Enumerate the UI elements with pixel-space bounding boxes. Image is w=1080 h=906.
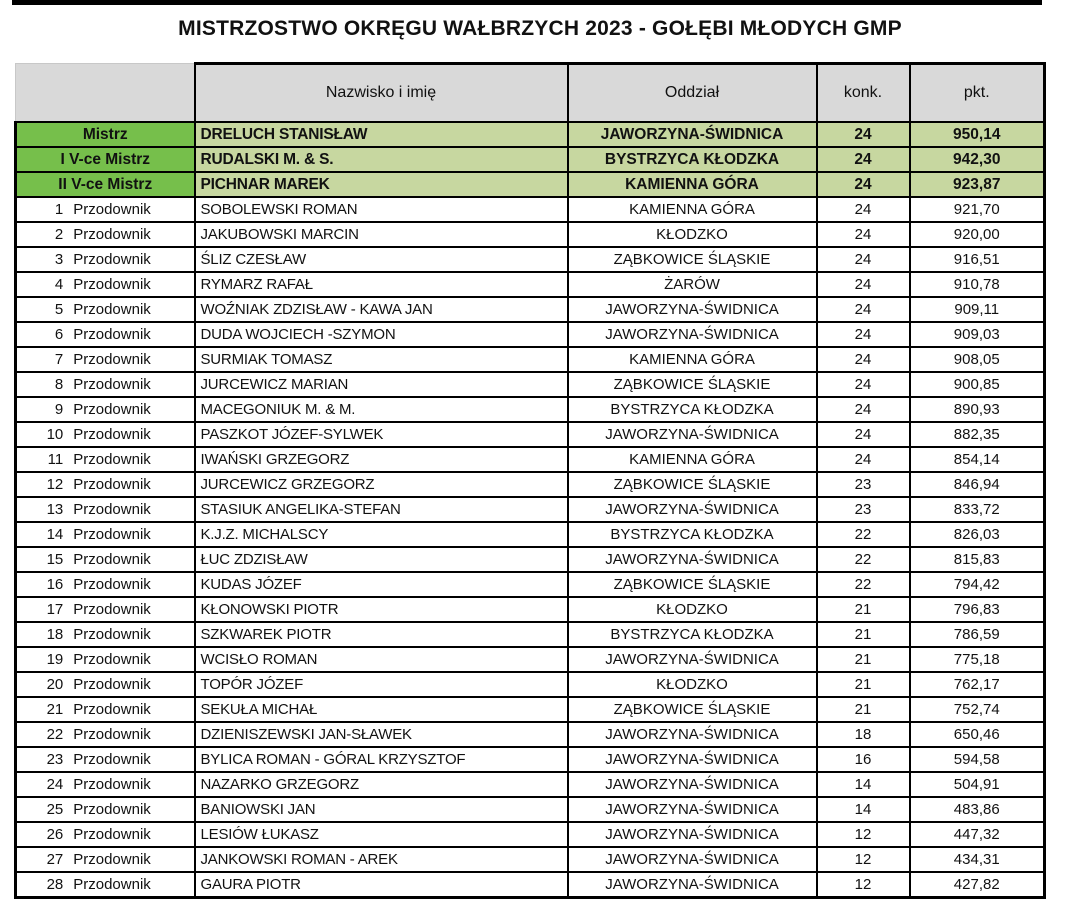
rank-cell	[16, 447, 195, 472]
results-body	[16, 122, 1045, 898]
header-comps-cell: konk.	[817, 64, 910, 123]
rank-cell	[16, 397, 195, 422]
points-cell: 594,58	[910, 747, 1045, 772]
table-row	[16, 597, 1045, 622]
position-number: 26	[46, 826, 64, 843]
points-cell: 752,74	[910, 697, 1045, 722]
table-row	[16, 722, 1045, 747]
rank-inner	[31, 798, 179, 821]
name-cell: ŚLIZ CZESŁAW	[195, 247, 568, 272]
comps-cell: 24	[817, 422, 910, 447]
table-row	[16, 672, 1045, 697]
points-cell: 846,94	[910, 472, 1045, 497]
rank-cell	[16, 747, 195, 772]
position-number: 16	[46, 576, 64, 593]
header-rank-cell	[16, 64, 195, 123]
rank-title: Przodownik	[73, 326, 151, 343]
name-cell: ŁUC ZDZISŁAW	[195, 547, 568, 572]
comps-cell: 21	[817, 622, 910, 647]
rank-cell	[16, 297, 195, 322]
comps-cell: 14	[817, 797, 910, 822]
branch-cell: ZĄBKOWICE ŚLĄSKIE	[568, 572, 817, 597]
position-number: 14	[46, 526, 64, 543]
table-row	[16, 372, 1045, 397]
branch-cell: BYSTRZYCA KŁODZKA	[568, 397, 817, 422]
table-row	[16, 797, 1045, 822]
rank-title: Przodownik	[73, 601, 151, 618]
table-row	[16, 772, 1045, 797]
rank-title: Przodownik	[73, 676, 151, 693]
rank-cell	[16, 672, 195, 697]
rank-cell	[16, 797, 195, 822]
rank-cell	[16, 222, 195, 247]
table-row	[16, 322, 1045, 347]
rank-title: Przodownik	[73, 801, 151, 818]
comps-cell: 21	[817, 672, 910, 697]
table-row	[16, 547, 1045, 572]
branch-cell: ZĄBKOWICE ŚLĄSKIE	[568, 697, 817, 722]
rank-inner	[31, 273, 179, 296]
position-number: 20	[46, 676, 64, 693]
rank-cell	[16, 822, 195, 847]
branch-cell: JAWORZYNA-ŚWIDNICA	[568, 547, 817, 572]
table-row	[16, 472, 1045, 497]
rank-title: Przodownik	[73, 451, 151, 468]
rank-cell	[16, 697, 195, 722]
rank-cell	[16, 722, 195, 747]
table-row	[16, 222, 1045, 247]
name-cell: SOBOLEWSKI ROMAN	[195, 197, 568, 222]
name-cell: SZKWAREK PIOTR	[195, 622, 568, 647]
rank-inner	[31, 823, 179, 846]
branch-cell: ŻARÓW	[568, 272, 817, 297]
table-row	[16, 847, 1045, 872]
comps-cell: 22	[817, 522, 910, 547]
table-row	[16, 272, 1045, 297]
name-cell: JURCEWICZ GRZEGORZ	[195, 472, 568, 497]
rank-cell	[16, 597, 195, 622]
branch-cell: JAWORZYNA-ŚWIDNICA	[568, 772, 817, 797]
points-cell: 882,35	[910, 422, 1045, 447]
rank-inner	[31, 748, 179, 771]
rank-title: Przodownik	[73, 826, 151, 843]
table-row	[16, 247, 1045, 272]
branch-cell: KŁODZKO	[568, 222, 817, 247]
name-cell: NAZARKO GRZEGORZ	[195, 772, 568, 797]
branch-cell: JAWORZYNA-ŚWIDNICA	[568, 497, 817, 522]
rank-cell	[16, 372, 195, 397]
rank-title: Przodownik	[73, 526, 151, 543]
table-row	[16, 497, 1045, 522]
branch-cell: JAWORZYNA-ŚWIDNICA	[568, 847, 817, 872]
rank-title: Przodownik	[73, 476, 151, 493]
comps-cell: 22	[817, 547, 910, 572]
branch-cell: KŁODZKO	[568, 597, 817, 622]
table-row	[16, 397, 1045, 422]
points-cell: 920,00	[910, 222, 1045, 247]
position-number: 7	[54, 351, 64, 368]
position-number: 19	[46, 651, 64, 668]
winner-points-cell: 923,87	[910, 172, 1045, 197]
table-row	[16, 447, 1045, 472]
position-number: 24	[46, 776, 64, 793]
rank-inner	[31, 423, 179, 446]
branch-cell: ZĄBKOWICE ŚLĄSKIE	[568, 372, 817, 397]
winner-comps-cell: 24	[817, 122, 910, 147]
winner-points-cell: 950,14	[910, 122, 1045, 147]
position-number: 6	[54, 326, 64, 343]
comps-cell: 21	[817, 597, 910, 622]
table-row	[16, 297, 1045, 322]
winner-points-cell: 942,30	[910, 147, 1045, 172]
rank-cell	[16, 872, 195, 898]
rank-title: Przodownik	[73, 276, 151, 293]
comps-cell: 12	[817, 872, 910, 898]
rank-cell	[16, 847, 195, 872]
position-number: 25	[46, 801, 64, 818]
rank-title: Przodownik	[73, 626, 151, 643]
rank-inner	[31, 723, 179, 746]
rank-title: Przodownik	[73, 751, 151, 768]
rank-title: Przodownik	[73, 851, 151, 868]
rank-inner	[31, 398, 179, 421]
winner-branch-cell: JAWORZYNA-ŚWIDNICA	[568, 122, 817, 147]
comps-cell: 14	[817, 772, 910, 797]
comps-cell: 24	[817, 372, 910, 397]
points-cell: 890,93	[910, 397, 1045, 422]
comps-cell: 21	[817, 697, 910, 722]
rank-title: Przodownik	[73, 876, 151, 893]
name-cell: BYLICA ROMAN - GÓRAL KRZYSZTOF	[195, 747, 568, 772]
rank-inner	[31, 448, 179, 471]
rank-cell	[16, 247, 195, 272]
rank-inner	[31, 523, 179, 546]
points-cell: 909,11	[910, 297, 1045, 322]
page-title: MISTRZOSTWO OKRĘGU WAŁBRZYCH 2023 - GOŁĘBI MŁODYCH GMP	[178, 17, 902, 40]
comps-cell: 24	[817, 322, 910, 347]
comps-cell: 24	[817, 222, 910, 247]
rank-cell	[16, 472, 195, 497]
table-row	[16, 747, 1045, 772]
rank-inner	[31, 773, 179, 796]
name-cell: IWAŃSKI GRZEGORZ	[195, 447, 568, 472]
branch-cell: JAWORZYNA-ŚWIDNICA	[568, 747, 817, 772]
points-cell: 910,78	[910, 272, 1045, 297]
name-cell: GAURA PIOTR	[195, 872, 568, 898]
name-cell: RYMARZ RAFAŁ	[195, 272, 568, 297]
points-cell: 786,59	[910, 622, 1045, 647]
name-cell: SURMIAK TOMASZ	[195, 347, 568, 372]
rank-inner	[31, 623, 179, 646]
rank-inner	[31, 323, 179, 346]
header-branch-cell: Oddział	[568, 64, 817, 123]
position-number: 11	[47, 451, 64, 468]
name-cell: WCISŁO ROMAN	[195, 647, 568, 672]
rank-inner	[31, 198, 179, 221]
rank-inner	[31, 223, 179, 246]
winner-name-cell: RUDALSKI M. & S.	[195, 147, 568, 172]
comps-cell: 24	[817, 272, 910, 297]
comps-cell: 12	[817, 822, 910, 847]
rank-cell	[16, 547, 195, 572]
winner-row	[16, 147, 1045, 172]
rank-inner	[31, 573, 179, 596]
rank-inner	[31, 373, 179, 396]
points-cell: 826,03	[910, 522, 1045, 547]
points-cell: 794,42	[910, 572, 1045, 597]
position-number: 13	[46, 501, 64, 518]
table-row	[16, 872, 1045, 898]
comps-cell: 24	[817, 297, 910, 322]
position-number: 4	[54, 276, 64, 293]
rank-inner	[31, 248, 179, 271]
name-cell: KŁONOWSKI PIOTR	[195, 597, 568, 622]
table-row	[16, 647, 1045, 672]
points-cell: 854,14	[910, 447, 1045, 472]
comps-cell: 24	[817, 247, 910, 272]
winner-rank-cell: II V-ce Mistrz	[16, 172, 195, 197]
rank-cell	[16, 347, 195, 372]
position-number: 22	[46, 726, 64, 743]
branch-cell: JAWORZYNA-ŚWIDNICA	[568, 797, 817, 822]
comps-cell: 24	[817, 197, 910, 222]
name-cell: JANKOWSKI ROMAN - AREK	[195, 847, 568, 872]
name-cell: MACEGONIUK M. & M.	[195, 397, 568, 422]
rank-cell	[16, 622, 195, 647]
position-number: 23	[46, 751, 64, 768]
branch-cell: JAWORZYNA-ŚWIDNICA	[568, 647, 817, 672]
points-cell: 650,46	[910, 722, 1045, 747]
rank-title: Przodownik	[73, 201, 151, 218]
comps-cell: 18	[817, 722, 910, 747]
branch-cell: BYSTRZYCA KŁODZKA	[568, 522, 817, 547]
rank-cell	[16, 772, 195, 797]
rank-title: Przodownik	[73, 376, 151, 393]
winner-rank-cell: Mistrz	[16, 122, 195, 147]
points-cell: 775,18	[910, 647, 1045, 672]
header-points-cell: pkt.	[910, 64, 1045, 123]
position-number: 9	[54, 401, 64, 418]
table-row	[16, 522, 1045, 547]
table-row	[16, 422, 1045, 447]
rank-inner	[31, 698, 179, 721]
table-row	[16, 197, 1045, 222]
comps-cell: 16	[817, 747, 910, 772]
position-number: 8	[54, 376, 64, 393]
rank-title: Przodownik	[73, 301, 151, 318]
branch-cell: JAWORZYNA-ŚWIDNICA	[568, 822, 817, 847]
position-number: 15	[46, 551, 64, 568]
points-cell: 447,32	[910, 822, 1045, 847]
rank-title: Przodownik	[73, 501, 151, 518]
branch-cell: JAWORZYNA-ŚWIDNICA	[568, 297, 817, 322]
rank-title: Przodownik	[73, 251, 151, 268]
points-cell: 909,03	[910, 322, 1045, 347]
points-cell: 762,17	[910, 672, 1045, 697]
rank-title: Przodownik	[73, 426, 151, 443]
rank-title: Przodownik	[73, 726, 151, 743]
table-row	[16, 622, 1045, 647]
branch-cell: ZĄBKOWICE ŚLĄSKIE	[568, 247, 817, 272]
name-cell: K.J.Z. MICHALSCY	[195, 522, 568, 547]
results-table	[14, 62, 1046, 899]
points-cell: 815,83	[910, 547, 1045, 572]
points-cell: 900,85	[910, 372, 1045, 397]
name-cell: WOŹNIAK ZDZISŁAW - KAWA JAN	[195, 297, 568, 322]
comps-cell: 12	[817, 847, 910, 872]
winner-name-cell: DRELUCH STANISŁAW	[195, 122, 568, 147]
name-cell: STASIUK ANGELIKA-STEFAN	[195, 497, 568, 522]
comps-cell: 24	[817, 447, 910, 472]
comps-cell: 24	[817, 347, 910, 372]
position-number: 28	[46, 876, 64, 893]
rank-inner	[31, 473, 179, 496]
rank-inner	[31, 498, 179, 521]
name-cell: JAKUBOWSKI MARCIN	[195, 222, 568, 247]
branch-cell: JAWORZYNA-ŚWIDNICA	[568, 422, 817, 447]
branch-cell: ZĄBKOWICE ŚLĄSKIE	[568, 472, 817, 497]
comps-cell: 23	[817, 472, 910, 497]
points-cell: 434,31	[910, 847, 1045, 872]
winner-row	[16, 172, 1045, 197]
winner-comps-cell: 24	[817, 147, 910, 172]
winner-name-cell: PICHNAR MAREK	[195, 172, 568, 197]
comps-cell: 21	[817, 647, 910, 672]
name-cell: KUDAS JÓZEF	[195, 572, 568, 597]
rank-title: Przodownik	[73, 401, 151, 418]
rank-title: Przodownik	[73, 576, 151, 593]
rank-title: Przodownik	[73, 651, 151, 668]
points-cell: 483,86	[910, 797, 1045, 822]
points-cell: 908,05	[910, 347, 1045, 372]
points-cell: 504,91	[910, 772, 1045, 797]
table-row	[16, 572, 1045, 597]
winner-branch-cell: KAMIENNA GÓRA	[568, 172, 817, 197]
name-cell: LESIÓW ŁUKASZ	[195, 822, 568, 847]
results-header	[16, 64, 1045, 123]
position-number: 1	[54, 201, 64, 218]
branch-cell: KAMIENNA GÓRA	[568, 447, 817, 472]
rank-title: Przodownik	[73, 776, 151, 793]
rank-cell	[16, 322, 195, 347]
position-number: 21	[46, 701, 64, 718]
comps-cell: 22	[817, 572, 910, 597]
rank-cell	[16, 197, 195, 222]
top-rule	[12, 0, 1042, 5]
rank-cell	[16, 572, 195, 597]
name-cell: DUDA WOJCIECH -SZYMON	[195, 322, 568, 347]
points-cell: 796,83	[910, 597, 1045, 622]
rank-inner	[31, 848, 179, 871]
winner-comps-cell: 24	[817, 172, 910, 197]
name-cell: JURCEWICZ MARIAN	[195, 372, 568, 397]
branch-cell: KAMIENNA GÓRA	[568, 347, 817, 372]
rank-inner	[31, 873, 179, 896]
table-row	[16, 822, 1045, 847]
winner-row	[16, 122, 1045, 147]
table-row	[16, 347, 1045, 372]
comps-cell: 23	[817, 497, 910, 522]
header-name-cell: Nazwisko i imię	[195, 64, 568, 123]
header-row	[16, 64, 1045, 123]
branch-cell: KAMIENNA GÓRA	[568, 197, 817, 222]
branch-cell: JAWORZYNA-ŚWIDNICA	[568, 322, 817, 347]
comps-cell: 24	[817, 397, 910, 422]
branch-cell: KŁODZKO	[568, 672, 817, 697]
name-cell: PASZKOT JÓZEF-SYLWEK	[195, 422, 568, 447]
rank-cell	[16, 272, 195, 297]
rank-inner	[31, 648, 179, 671]
name-cell: DZIENISZEWSKI JAN-SŁAWEK	[195, 722, 568, 747]
position-number: 2	[54, 226, 64, 243]
position-number: 10	[46, 426, 64, 443]
name-cell: BANIOWSKI JAN	[195, 797, 568, 822]
rank-inner	[31, 298, 179, 321]
position-number: 3	[54, 251, 64, 268]
winner-rank-cell: I V-ce Mistrz	[16, 147, 195, 172]
rank-cell	[16, 422, 195, 447]
position-number: 5	[54, 301, 64, 318]
rank-inner	[31, 548, 179, 571]
rank-title: Przodownik	[73, 226, 151, 243]
name-cell: TOPÓR JÓZEF	[195, 672, 568, 697]
table-row	[16, 697, 1045, 722]
points-cell: 427,82	[910, 872, 1045, 898]
points-cell: 916,51	[910, 247, 1045, 272]
winner-branch-cell: BYSTRZYCA KŁODZKA	[568, 147, 817, 172]
rank-inner	[31, 598, 179, 621]
rank-cell	[16, 497, 195, 522]
branch-cell: JAWORZYNA-ŚWIDNICA	[568, 722, 817, 747]
position-number: 18	[46, 626, 64, 643]
position-number: 17	[46, 601, 64, 618]
rank-title: Przodownik	[73, 701, 151, 718]
rank-title: Przodownik	[73, 551, 151, 568]
rank-cell	[16, 647, 195, 672]
points-cell: 921,70	[910, 197, 1045, 222]
points-cell: 833,72	[910, 497, 1045, 522]
position-number: 27	[46, 851, 64, 868]
rank-title: Przodownik	[73, 351, 151, 368]
rank-inner	[31, 673, 179, 696]
branch-cell: JAWORZYNA-ŚWIDNICA	[568, 872, 817, 898]
rank-inner	[31, 348, 179, 371]
rank-cell	[16, 522, 195, 547]
name-cell: SEKUŁA MICHAŁ	[195, 697, 568, 722]
branch-cell: BYSTRZYCA KŁODZKA	[568, 622, 817, 647]
position-number: 12	[46, 476, 64, 493]
